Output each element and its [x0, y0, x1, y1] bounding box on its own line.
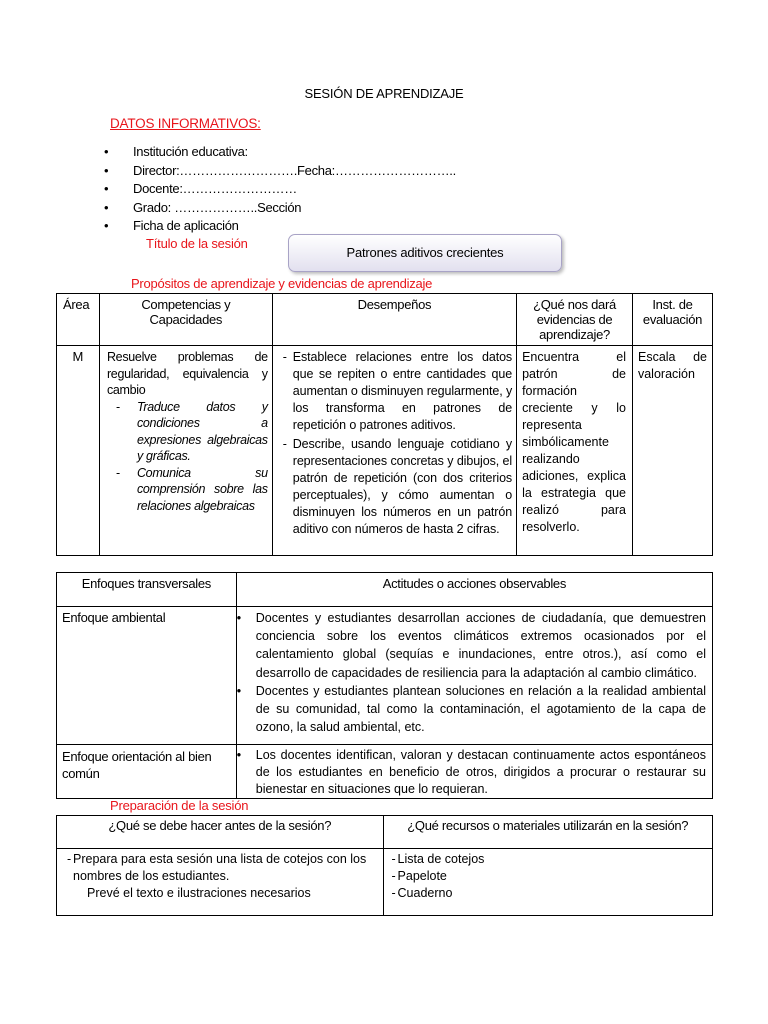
enfoque-acciones — [236, 607, 712, 745]
before-cell — [57, 849, 384, 916]
info-item-ficha: • Ficha de aplicación — [104, 217, 456, 236]
info-item-docente: • Docente:……………………… — [104, 180, 456, 199]
enfoque-name: Enfoque ambiental — [57, 607, 237, 745]
preparation-table — [56, 815, 713, 916]
info-list — [104, 143, 456, 236]
header-competencias: Competencias y Capacidades — [99, 294, 272, 346]
info-item-institucion: • Institución educativa: — [104, 143, 456, 162]
accion-item: • Docentes y estudiantes desarrollan acciones de ciudadanía, que demuestren conciencia sobre los eventos climáticos extremos ocasionados por el calentamiento global (sequías e inundaciones, entre otros.), así como el desarrollo de capacidades de resiliencia para la adaptación al cambio climático. — [237, 609, 706, 682]
info-item-grado-seccion: • Grado: ………………..Sección — [104, 199, 456, 218]
capacidad-item: - Comunica su comprensión sobre las relaciones algebraicas — [107, 465, 268, 515]
datos-informativos-heading: DATOS INFORMATIVOS: — [110, 116, 261, 131]
enfoque-acciones — [236, 745, 712, 799]
purposes-row — [57, 346, 713, 556]
accion-item: • Los docentes identifican, valoran y destacan continuamente actos espontáneos de los estudiantes en beneficio de otros, dirigidos a procurar o restaurar su bienestar en situaciones que lo requieran. — [237, 747, 706, 798]
enfoques-table — [56, 572, 713, 799]
acciones-list — [237, 747, 706, 798]
header-instrumento: Inst. de evaluación — [632, 294, 712, 346]
page-title: SESIÓN DE APRENDIZAJE — [304, 86, 464, 101]
desempenos-list — [275, 349, 512, 538]
before-item — [59, 851, 379, 885]
header-antes: ¿Qué se debe hacer antes de la sesión? — [57, 816, 384, 849]
acciones-list — [237, 609, 706, 736]
competencias-cell — [99, 346, 272, 556]
enfoques-header-row — [57, 573, 713, 607]
header-desempenos: Desempeños — [272, 294, 516, 346]
before-list — [59, 851, 379, 885]
capacidades-list — [107, 399, 268, 515]
enfoque-row — [57, 745, 713, 799]
header-recursos: ¿Qué recursos o materiales utilizarán en la sesión? — [383, 816, 712, 849]
area-cell: M — [57, 346, 100, 556]
info-item-director-fecha: • Director:……………………….Fecha:……………………….. — [104, 162, 456, 181]
enfoque-name: Enfoque orientación al bien común — [57, 745, 237, 799]
purposes-label: Propósitos de aprendizaje y evidencias de aprendizaje — [131, 276, 433, 291]
session-title-box: Patrones aditivos crecientes — [288, 234, 562, 272]
header-actitudes: Actitudes o acciones observables — [236, 573, 712, 607]
before-extra: Prevé el texto e ilustraciones necesarios — [87, 886, 311, 900]
preparation-label: Preparación de la sesión — [110, 798, 249, 813]
enfoque-row — [57, 607, 713, 745]
materials-list — [384, 851, 708, 902]
header-area: Área — [57, 294, 100, 346]
preparation-row — [57, 849, 713, 916]
desempeno-item: - Describe, usando lenguaje cotidiano y representaciones concretas y dibujos, el patrón de repetición (con dos criterios perceptuales), y cómo aumentan o disminuyen los números en un patrón aditivo con números de hasta 2 cifras. — [275, 436, 512, 538]
desempenos-cell — [272, 346, 516, 556]
before-item-text: Prepara para esta sesión una lista de cotejos con los nombres de los estudiantes. — [73, 852, 367, 883]
header-evidencias: ¿Qué nos dará evidencias de aprendizaje? — [517, 294, 633, 346]
capacidad-item: - Traduce datos y condiciones a expresiones algebraicas y gráficas. — [107, 399, 268, 465]
competencia-text: Resuelve problemas de regularidad, equivalencia y cambio — [106, 350, 268, 397]
instrumento-cell: Escala de valoración — [632, 346, 712, 556]
session-title-label: Título de la sesión — [146, 236, 248, 251]
accion-item: • Docentes y estudiantes plantean soluciones en relación a la realidad ambiental de su comunidad, tal como la contaminación, el agotamiento de la capa de ozono, la salud ambiental, etc. — [237, 682, 706, 737]
header-enfoques: Enfoques transversales — [57, 573, 237, 607]
material-item: - Cuaderno — [384, 885, 708, 902]
purposes-table — [56, 293, 713, 556]
material-item: - Lista de cotejos — [384, 851, 708, 868]
desempeno-item: - Establece relaciones entre los datos que se repiten o entre cantidades que aumentan o disminuyen regularmente, y los transforma en patrones de repetición o patrones aditivos. — [275, 349, 512, 434]
evidencia-cell: Encuentra el patrón de formación creciente y lo representa simbólicamente realizando adiciones, explica la estrategia que realizó para resolverlo. — [517, 346, 633, 556]
material-item: - Papelote — [384, 868, 708, 885]
preparation-header-row — [57, 816, 713, 849]
purposes-header-row — [57, 294, 713, 346]
materials-cell — [383, 849, 712, 916]
